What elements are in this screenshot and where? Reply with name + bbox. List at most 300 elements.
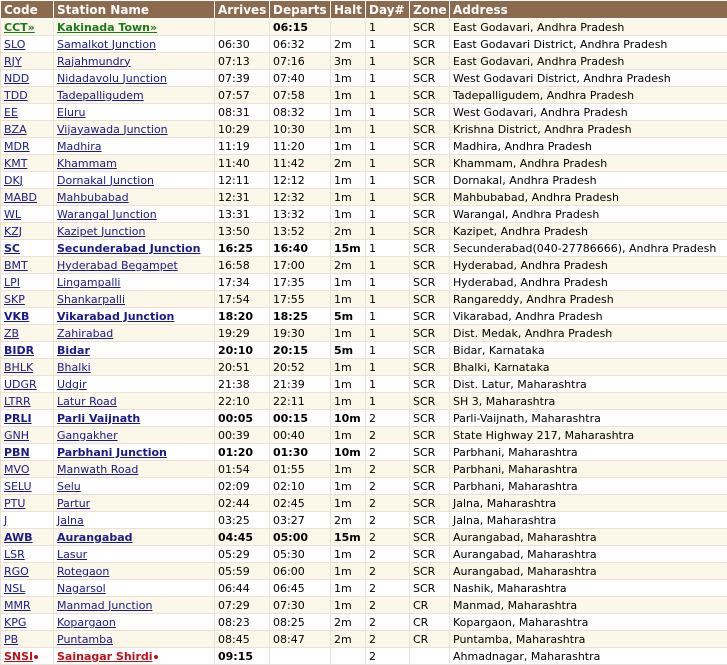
day-number: 1 [366,155,410,172]
day-number: 1 [366,223,410,240]
station-code [1,529,54,546]
station-name [54,495,215,512]
address: Aurangabad, Maharashtra [450,529,727,546]
day-number: 2 [366,461,410,478]
station-name-link[interactable]: Samalkot Junction [57,38,156,51]
departure-time: 11:20 [270,138,331,155]
arrival-time: 07:57 [215,87,270,104]
station-name [54,376,215,393]
day-number: 2 [366,563,410,580]
zone: SCR [410,444,450,461]
station-code-link[interactable]: RJY [4,55,22,68]
station-code-link[interactable]: KMT [4,157,27,170]
station-code-link[interactable]: SNSI [4,650,33,663]
zone: SCR [410,121,450,138]
arrival-time: 06:30 [215,36,270,53]
station-name-link[interactable]: Manmad Junction [57,599,152,612]
halt-duration: 10m [331,444,366,461]
station-code-link[interactable]: CCT» [4,21,35,34]
arrival-time: 11:19 [215,138,270,155]
station-name-link[interactable]: Gangakher [57,429,118,442]
station-name-link[interactable]: Mahbubabad [57,191,129,204]
arrival-time: 16:58 [215,257,270,274]
station-name [54,257,215,274]
departure-time: 05:30 [270,546,331,563]
address: Kazipet, Andhra Pradesh [450,223,727,240]
station-code [1,359,54,376]
station-code-link[interactable]: LPI [4,276,20,289]
table-row [1,19,727,36]
day-number: 1 [366,291,410,308]
station-name [54,308,215,325]
zone: SCR [410,580,450,597]
arrival-time: 17:34 [215,274,270,291]
station-name [54,478,215,495]
station-code [1,648,54,665]
halt-duration: 1m [331,563,366,580]
departure-time: 22:11 [270,393,331,410]
day-number: 1 [366,359,410,376]
station-name [54,597,215,614]
address: Rangareddy, Andhra Pradesh [450,291,727,308]
station-name-link[interactable]: Khammam [57,157,117,170]
station-code-link[interactable]: EE [4,106,18,119]
station-code-link[interactable]: DKJ [4,174,23,187]
day-number: 2 [366,444,410,461]
station-name-link[interactable]: Zahirabad [57,327,113,340]
station-code-link[interactable]: BIDR [4,344,34,357]
halt-duration: 1m [331,172,366,189]
arrival-time: 00:05 [215,410,270,427]
station-name-link[interactable]: Partur [57,497,90,510]
zone: SCR [410,427,450,444]
day-number: 2 [366,495,410,512]
station-name [54,461,215,478]
arrival-time: 11:40 [215,155,270,172]
arrival-time: 05:29 [215,546,270,563]
arrival-time: 05:59 [215,563,270,580]
halt-duration: 1m [331,376,366,393]
station-code-link[interactable]: NDD [4,72,29,85]
station-name-link[interactable]: Nidadavolu Junction [57,72,167,85]
halt-duration: 1m [331,189,366,206]
station-name [54,172,215,189]
day-number: 2 [366,631,410,648]
zone: SCR [410,410,450,427]
address: Hyderabad, Andhra Pradesh [450,257,727,274]
arrival-time: 13:50 [215,223,270,240]
arrival-time: 18:20 [215,308,270,325]
address: Madhira, Andhra Pradesh [450,138,727,155]
station-name [54,291,215,308]
header-station-name: Station Name [54,1,215,19]
station-code-link[interactable]: SELU [4,480,32,493]
station-code [1,410,54,427]
station-code [1,631,54,648]
table-row [1,53,727,70]
halt-duration: 1m [331,359,366,376]
day-number: 1 [366,376,410,393]
header-zone: Zone [410,1,450,19]
zone: SCR [410,70,450,87]
address: Hyderabad, Andhra Pradesh [450,274,727,291]
station-name-link[interactable]: Dornakal Junction [57,174,154,187]
station-code [1,308,54,325]
arrival-time: 12:11 [215,172,270,189]
station-code-link[interactable]: PBN [4,446,30,459]
halt-duration: 1m [331,291,366,308]
departure-time: 18:25 [270,308,331,325]
station-code-link[interactable]: KZJ [4,225,22,238]
station-name [54,189,215,206]
arrival-time: 04:45 [215,529,270,546]
address: Puntamba, Maharashtra [450,631,727,648]
halt-duration: 2m [331,155,366,172]
zone: SCR [410,223,450,240]
halt-duration: 3m [331,53,366,70]
arrival-time: 13:31 [215,206,270,223]
station-name-link[interactable]: Rajahmundry [57,55,131,68]
address: Parli-Vaijnath, Maharashtra [450,410,727,427]
halt-duration: 1m [331,495,366,512]
zone: SCR [410,172,450,189]
station-name-link[interactable]: Selu [57,480,81,493]
station-name-link[interactable]: Kazipet Junction [57,225,145,238]
day-number: 1 [366,257,410,274]
station-code-link[interactable]: PB [4,633,18,646]
station-code-link[interactable]: RGO [4,565,29,578]
station-name [54,342,215,359]
zone: SCR [410,138,450,155]
arrival-time: 02:44 [215,495,270,512]
station-name-link[interactable]: Shankarpalli [57,293,125,306]
station-name-link[interactable]: Rotegaon [57,565,109,578]
station-code-link[interactable]: BHLK [4,361,33,374]
address: East Godavari, Andhra Pradesh [450,19,727,36]
address: State Highway 217, Maharashtra [450,427,727,444]
station-code [1,53,54,70]
timetable-body [1,19,727,665]
station-name [54,70,215,87]
zone: SCR [410,393,450,410]
halt-duration: 2m [331,36,366,53]
station-code-link[interactable]: SC [4,242,20,255]
halt-duration: 1m [331,461,366,478]
station-name-link[interactable]: Bidar [57,344,90,357]
station-code [1,325,54,342]
halt-duration: 1m [331,597,366,614]
station-code-link[interactable]: AWB [4,531,33,544]
address: East Godavari District, Andhra Pradesh [450,36,727,53]
station-name-link[interactable]: Secunderabad Junction [57,242,200,255]
departure-time: 07:58 [270,87,331,104]
table-row [1,631,727,648]
arrival-time: 19:29 [215,325,270,342]
halt-duration: 2m [331,631,366,648]
station-code-link[interactable]: SKP [4,293,25,306]
table-row [1,512,727,529]
table-row [1,444,727,461]
arrival-time: 01:54 [215,461,270,478]
arrival-time: 20:51 [215,359,270,376]
departure-time: 05:00 [270,529,331,546]
station-code-link[interactable]: LSR [4,548,25,561]
station-code-link[interactable]: NSL [4,582,25,595]
arrival-time: 20:10 [215,342,270,359]
departure-time: 12:32 [270,189,331,206]
station-name-link[interactable]: Kakinada Town» [57,21,157,34]
station-code [1,580,54,597]
station-name-link[interactable]: Vikarabad Junction [57,310,174,323]
station-name [54,87,215,104]
day-number: 2 [366,597,410,614]
address: West Godavari District, Andhra Pradesh [450,70,727,87]
station-name-link[interactable]: Lasur [57,548,87,561]
station-name [54,19,215,36]
station-name [54,138,215,155]
header-row [1,1,727,19]
station-name-link[interactable]: Madhira [57,140,102,153]
halt-duration: 5m [331,342,366,359]
address: Nashik, Maharashtra [450,580,727,597]
day-number: 2 [366,648,410,665]
address: Khammam, Andhra Pradesh [450,155,727,172]
station-name-link[interactable]: Tadepalligudem [57,89,144,102]
halt-duration: 2m [331,614,366,631]
zone: SCR [410,563,450,580]
station-code [1,223,54,240]
station-name [54,206,215,223]
departure-time: 03:27 [270,512,331,529]
station-code [1,274,54,291]
table-row [1,563,727,580]
station-name-link[interactable]: Parli Vaijnath [57,412,140,425]
station-code-link[interactable]: PRLI [4,412,32,425]
zone: SCR [410,478,450,495]
table-row [1,495,727,512]
station-name-link[interactable]: Parbhani Junction [57,446,167,459]
station-name [54,580,215,597]
table-row [1,325,727,342]
table-row [1,155,727,172]
zone: SCR [410,291,450,308]
station-name-link[interactable]: Sainagar Shirdi [57,650,153,663]
departure-time: 17:00 [270,257,331,274]
zone: SCR [410,274,450,291]
station-code-link[interactable]: KPG [4,616,26,629]
table-row [1,376,727,393]
destination-dot-icon [154,655,158,659]
station-code-link[interactable]: GNH [4,429,29,442]
day-number: 1 [366,36,410,53]
address: Manmad, Maharashtra [450,597,727,614]
halt-duration: 5m [331,308,366,325]
table-row [1,597,727,614]
station-code-link[interactable]: LTRR [4,395,31,408]
departure-time: 20:15 [270,342,331,359]
header-departs: Departs [270,1,331,19]
station-code [1,155,54,172]
table-row [1,427,727,444]
halt-duration: 1m [331,325,366,342]
station-code [1,257,54,274]
halt-duration: 15m [331,240,366,257]
departure-time: 07:16 [270,53,331,70]
station-code-link[interactable]: WL [4,208,21,221]
halt-duration: 1m [331,87,366,104]
departure-time: 06:15 [270,19,331,36]
station-name-link[interactable]: Udgir [57,378,87,391]
address: Jalna, Maharashtra [450,495,727,512]
station-name-link[interactable]: Eluru [57,106,85,119]
arrival-time: 10:29 [215,121,270,138]
station-name-link[interactable]: Aurangabad [57,531,133,544]
departure-time: 20:52 [270,359,331,376]
address: Aurangabad, Maharashtra [450,563,727,580]
station-code-link[interactable]: TDD [4,89,28,102]
station-name [54,240,215,257]
address: Kopargaon, Maharashtra [450,614,727,631]
station-code [1,546,54,563]
zone: SCR [410,359,450,376]
address: Warangal, Andhra Pradesh [450,206,727,223]
station-name-link[interactable]: Vijayawada Junction [57,123,168,136]
arrival-time: 16:25 [215,240,270,257]
table-row [1,393,727,410]
departure-time: 01:55 [270,461,331,478]
arrival-time: 02:09 [215,478,270,495]
address: Aurangabad, Maharashtra [450,546,727,563]
station-code-link[interactable]: J [4,514,7,527]
station-code [1,206,54,223]
station-name-link[interactable]: Kopargaon [57,616,116,629]
station-name [54,648,215,665]
zone: SCR [410,325,450,342]
station-code-link[interactable]: UDGR [4,378,37,391]
address: Parbhani, Maharashtra [450,444,727,461]
station-code [1,240,54,257]
day-number: 1 [366,325,410,342]
station-code-link[interactable]: ZB [4,327,19,340]
arrival-time: 08:45 [215,631,270,648]
address: Vikarabad, Andhra Pradesh [450,308,727,325]
zone: SCR [410,206,450,223]
arrival-time: 03:25 [215,512,270,529]
arrival-time: 21:38 [215,376,270,393]
address: West Godavari, Andhra Pradesh [450,104,727,121]
arrival-time: 07:39 [215,70,270,87]
station-code [1,563,54,580]
table-row [1,529,727,546]
station-name [54,614,215,631]
halt-duration: 2m [331,257,366,274]
zone: SCR [410,342,450,359]
station-code-link[interactable]: MABD [4,191,37,204]
day-number: 1 [366,70,410,87]
day-number: 2 [366,614,410,631]
day-number: 1 [366,274,410,291]
table-row [1,240,727,257]
station-name-link[interactable]: Manwath Road [57,463,138,476]
zone: SCR [410,240,450,257]
station-name-link[interactable]: Hyderabad Begampet [57,259,178,272]
station-name [54,155,215,172]
day-number: 2 [366,478,410,495]
table-row [1,580,727,597]
zone: CR [410,631,450,648]
station-name-link[interactable]: Lingampalli [57,276,121,289]
departure-time: 06:00 [270,563,331,580]
table-row [1,223,727,240]
table-row [1,172,727,189]
zone: SCR [410,512,450,529]
arrival-time: 12:31 [215,189,270,206]
departure-time: 12:12 [270,172,331,189]
halt-duration: 1m [331,70,366,87]
station-name [54,393,215,410]
table-row [1,648,727,665]
halt-duration [331,19,366,36]
day-number: 1 [366,342,410,359]
arrival-time: 08:23 [215,614,270,631]
station-name [54,529,215,546]
station-name-link[interactable]: Nagarsol [57,582,106,595]
table-row [1,342,727,359]
station-code-link[interactable]: VKB [4,310,29,323]
day-number: 1 [366,19,410,36]
table-row [1,410,727,427]
halt-duration: 1m [331,393,366,410]
table-row [1,614,727,631]
station-code-link[interactable]: MVO [4,463,29,476]
address: Tadepalligudem, Andhra Pradesh [450,87,727,104]
station-name-link[interactable]: Puntamba [57,633,113,646]
station-code-link[interactable]: SLO [4,38,25,51]
station-name [54,53,215,70]
zone: SCR [410,155,450,172]
address: Ahmadnagar, Maharashtra [450,648,727,665]
day-number: 2 [366,410,410,427]
station-name-link[interactable]: Latur Road [57,395,117,408]
station-name-link[interactable]: Bhalki [57,361,91,374]
station-code-link[interactable]: BMT [4,259,28,272]
departure-time: 08:47 [270,631,331,648]
station-name-link[interactable]: Warangal Junction [57,208,157,221]
station-name [54,631,215,648]
arrival-time: 08:31 [215,104,270,121]
station-name [54,36,215,53]
station-code [1,342,54,359]
day-number: 2 [366,529,410,546]
station-code [1,36,54,53]
arrival-time: 09:15 [215,648,270,665]
day-number: 2 [366,580,410,597]
station-name [54,325,215,342]
station-code-link[interactable]: MMR [4,599,31,612]
station-name [54,359,215,376]
station-code-link[interactable]: BZA [4,123,27,136]
day-number: 1 [366,308,410,325]
zone [410,648,450,665]
departure-time: 13:52 [270,223,331,240]
station-code-link[interactable]: PTU [4,497,25,510]
station-code-link[interactable]: MDR [4,140,30,153]
station-name-link[interactable]: Jalna [57,514,84,527]
departure-time [270,648,331,665]
zone: SCR [410,529,450,546]
zone: SCR [410,495,450,512]
zone: SCR [410,546,450,563]
